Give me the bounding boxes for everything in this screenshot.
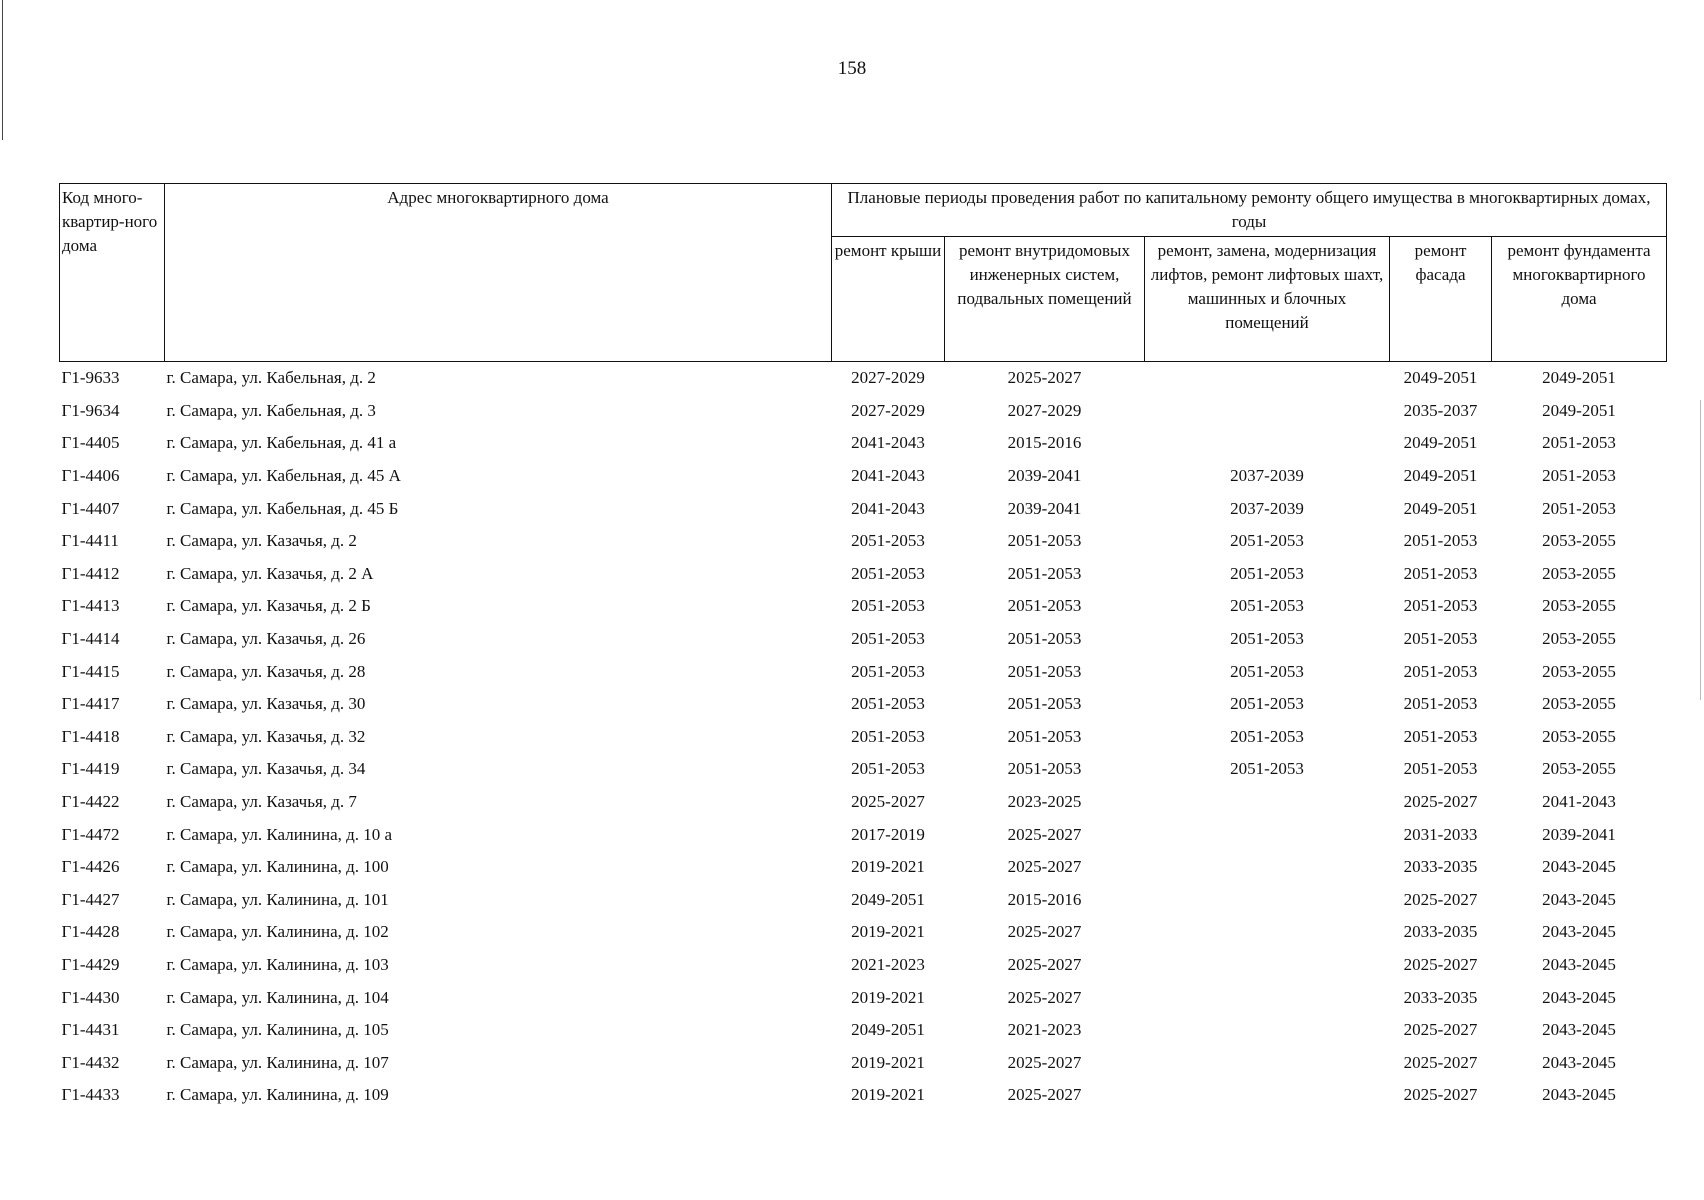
cell-foundation: 2043-2045 [1542,1020,1616,1040]
table-row [60,427,1667,460]
cell-lifts: 2051-2053 [1230,531,1304,551]
cell-code: Г1-4431 [61,1020,120,1040]
cell-foundation: 2053-2055 [1542,531,1616,551]
table-row [60,916,1667,949]
cell-foundation: 2053-2055 [1542,759,1616,779]
header-address: Адрес многоквартирного дома [165,184,832,362]
cell-code: Г1-4427 [61,889,120,909]
cell-roof: 2051-2053 [851,759,925,779]
table-row [60,721,1667,754]
table-row [60,590,1667,623]
cell-lifts: 2051-2053 [1230,726,1304,746]
cell-foundation: 2041-2043 [1542,792,1616,812]
cell-foundation: 2053-2055 [1542,661,1616,681]
cell-foundation: 2053-2055 [1542,629,1616,649]
header-lifts: ремонт, замена, модернизация лифтов, ремонт лифтовых шахт, машинных и блочных помещений [1145,237,1390,362]
cell-lifts [1145,818,1390,851]
cell-lifts: 2037-2039 [1230,498,1304,518]
cell-roof: 2027-2029 [851,368,925,388]
cell-lifts [1145,1046,1390,1079]
cell-facade: 2025-2027 [1403,954,1478,974]
cell-foundation: 2051-2053 [1542,466,1616,486]
cell-address: г. Самара, ул. Калинина, д. 102 [166,922,389,942]
cell-roof: 2041-2043 [851,498,925,518]
cell-code: Г1-4426 [61,857,120,877]
cell-roof: 2051-2053 [851,694,925,714]
table-row [60,884,1667,917]
cell-code: Г1-4418 [61,726,120,746]
table-row [60,688,1667,721]
cell-engineering: 2025-2027 [1007,1085,1082,1105]
cell-lifts: 2051-2053 [1230,759,1304,779]
cell-engineering: 2051-2053 [1007,629,1082,649]
cell-address: г. Самара, ул. Калинина, д. 109 [166,1085,389,1105]
cell-roof: 2021-2023 [851,954,925,974]
cell-foundation: 2051-2053 [1542,498,1616,518]
cell-address: г. Самара, ул. Кабельная, д. 45 А [166,466,401,486]
cell-roof: 2019-2021 [851,922,925,942]
cell-facade: 2051-2053 [1403,694,1478,714]
cell-facade: 2049-2051 [1403,433,1478,453]
table-row [60,460,1667,493]
cell-engineering: 2051-2053 [1007,726,1082,746]
table-row [60,1046,1667,1079]
cell-address: г. Самара, ул. Кабельная, д. 2 [166,368,376,388]
cell-code: Г1-4411 [61,531,119,551]
cell-roof: 2051-2053 [851,596,925,616]
cell-engineering: 2015-2016 [1007,433,1082,453]
cell-address: г. Самара, ул. Казачья, д. 32 [166,726,366,746]
cell-facade: 2025-2027 [1403,1085,1478,1105]
cell-roof: 2019-2021 [851,857,925,877]
cell-code: Г1-4419 [61,759,120,779]
cell-roof: 2019-2021 [851,1085,925,1105]
cell-code: Г1-4472 [61,824,120,844]
table-body [60,362,1667,1112]
cell-engineering: 2025-2027 [1007,857,1082,877]
cell-facade: 2049-2051 [1403,368,1478,388]
cell-roof: 2041-2043 [851,466,925,486]
cell-engineering: 2025-2027 [1007,922,1082,942]
cell-facade: 2051-2053 [1403,661,1478,681]
cell-facade: 2033-2035 [1403,922,1478,942]
cell-lifts [1145,395,1390,428]
cell-foundation: 2043-2045 [1542,857,1616,877]
cell-engineering: 2039-2041 [1007,498,1082,518]
capital-repair-table [59,183,1667,1112]
cell-address: г. Самара, ул. Казачья, д. 34 [166,759,366,779]
cell-facade: 2033-2035 [1403,987,1478,1007]
cell-facade: 2051-2053 [1403,563,1478,583]
cell-lifts [1145,884,1390,917]
cell-foundation: 2043-2045 [1542,889,1616,909]
cell-address: г. Самара, ул. Казачья, д. 7 [166,792,357,812]
cell-facade: 2051-2053 [1403,629,1478,649]
cell-code: Г1-4405 [61,433,120,453]
cell-foundation: 2053-2055 [1542,596,1616,616]
cell-foundation: 2039-2041 [1542,824,1616,844]
cell-engineering: 2025-2027 [1007,987,1082,1007]
scan-edge-right [1700,400,1701,700]
cell-facade: 2049-2051 [1403,498,1478,518]
cell-address: г. Самара, ул. Казачья, д. 2 А [166,563,374,583]
cell-lifts [1145,362,1390,395]
cell-roof: 2017-2019 [851,824,925,844]
cell-code: Г1-4414 [61,629,120,649]
cell-foundation: 2053-2055 [1542,694,1616,714]
cell-lifts [1145,981,1390,1014]
cell-facade: 2051-2053 [1403,759,1478,779]
cell-lifts: 2037-2039 [1230,466,1304,486]
cell-lifts [1145,1079,1390,1112]
cell-lifts: 2051-2053 [1230,563,1304,583]
cell-engineering: 2025-2027 [1007,954,1082,974]
cell-address: г. Самара, ул. Кабельная, д. 45 Б [166,498,399,518]
table-row [60,362,1667,395]
table-row [60,558,1667,591]
cell-roof: 2019-2021 [851,1052,925,1072]
cell-engineering: 2051-2053 [1007,563,1082,583]
header-roof: ремонт крыши [832,237,945,362]
cell-lifts: 2051-2053 [1230,694,1304,714]
cell-engineering: 2015-2016 [1007,889,1082,909]
cell-facade: 2051-2053 [1403,596,1478,616]
cell-roof: 2051-2053 [851,531,925,551]
cell-engineering: 2051-2053 [1007,694,1082,714]
cell-facade: 2051-2053 [1403,726,1478,746]
cell-code: Г1-4430 [61,987,120,1007]
header-periods: Плановые периоды проведения работ по капитальному ремонту общего имущества в многоквартирных домах, годы [832,184,1667,237]
cell-code: Г1-4422 [61,792,120,812]
cell-facade: 2025-2027 [1403,1052,1478,1072]
cell-engineering: 2051-2053 [1007,759,1082,779]
cell-lifts [1145,427,1390,460]
cell-address: г. Самара, ул. Казачья, д. 2 [166,531,357,551]
cell-roof: 2051-2053 [851,661,925,681]
cell-facade: 2025-2027 [1403,889,1478,909]
cell-code: Г1-4413 [61,596,120,616]
cell-roof: 2051-2053 [851,563,925,583]
cell-foundation: 2053-2055 [1542,563,1616,583]
cell-foundation: 2043-2045 [1542,987,1616,1007]
cell-address: г. Самара, ул. Кабельная, д. 3 [166,400,376,420]
cell-address: г. Самара, ул. Кабельная, д. 41 а [166,433,397,453]
cell-code: Г1-4415 [61,661,120,681]
cell-engineering: 2051-2053 [1007,661,1082,681]
cell-address: г. Самара, ул. Калинина, д. 107 [166,1052,389,1072]
cell-engineering: 2025-2027 [1007,368,1082,388]
header-facade: ремонт фасада [1390,237,1492,362]
table-row [60,1014,1667,1047]
cell-foundation: 2051-2053 [1542,433,1616,453]
table-row [60,395,1667,428]
cell-roof: 2049-2051 [851,1020,925,1040]
cell-code: Г1-4406 [61,466,120,486]
cell-foundation: 2049-2051 [1542,400,1616,420]
cell-address: г. Самара, ул. Казачья, д. 28 [166,661,366,681]
cell-code: Г1-4432 [61,1052,120,1072]
cell-lifts [1145,786,1390,819]
cell-roof: 2051-2053 [851,629,925,649]
cell-roof: 2049-2051 [851,889,925,909]
cell-foundation: 2043-2045 [1542,954,1616,974]
cell-lifts [1145,1014,1390,1047]
cell-address: г. Самара, ул. Калинина, д. 104 [166,987,389,1007]
cell-address: г. Самара, ул. Калинина, д. 10 а [166,824,393,844]
cell-engineering: 2025-2027 [1007,1052,1082,1072]
cell-facade: 2025-2027 [1403,792,1478,812]
cell-engineering: 2023-2025 [1007,792,1082,812]
cell-roof: 2027-2029 [851,400,925,420]
cell-lifts: 2051-2053 [1230,661,1304,681]
cell-code: Г1-4429 [61,954,120,974]
cell-address: г. Самара, ул. Калинина, д. 101 [166,889,389,909]
cell-engineering: 2051-2053 [1007,596,1082,616]
cell-roof: 2025-2027 [851,792,925,812]
page-number: 158 [837,58,867,79]
table-row [60,655,1667,688]
header-engineering: ремонт внутридомовых инженерных систем, подвальных помещений [945,237,1145,362]
cell-engineering: 2039-2041 [1007,466,1082,486]
header-foundation: ремонт фундамента многоквартирного дома [1492,237,1667,362]
cell-facade: 2033-2035 [1403,857,1478,877]
table-row [60,818,1667,851]
cell-engineering: 2051-2053 [1007,531,1082,551]
table-row [60,851,1667,884]
cell-address: г. Самара, ул. Калинина, д. 100 [166,857,389,877]
cell-code: Г1-4407 [61,498,120,518]
cell-engineering: 2025-2027 [1007,824,1082,844]
cell-code: Г1-4412 [61,563,120,583]
cell-foundation: 2049-2051 [1542,368,1616,388]
cell-facade: 2051-2053 [1403,531,1478,551]
cell-lifts [1145,916,1390,949]
cell-address: г. Самара, ул. Казачья, д. 30 [166,694,366,714]
cell-code: Г1-9634 [61,400,120,420]
cell-code: Г1-4417 [61,694,120,714]
cell-foundation: 2043-2045 [1542,1052,1616,1072]
header-code: Код много-квартир-ного дома [60,184,165,362]
cell-foundation: 2053-2055 [1542,726,1616,746]
table-row [60,981,1667,1014]
table-row [60,753,1667,786]
cell-roof: 2051-2053 [851,726,925,746]
cell-address: г. Самара, ул. Калинина, д. 105 [166,1020,389,1040]
cell-code: Г1-4428 [61,922,120,942]
table-row [60,949,1667,982]
cell-lifts [1145,949,1390,982]
cell-roof: 2019-2021 [851,987,925,1007]
table-row [60,623,1667,656]
table-row [60,786,1667,819]
cell-engineering: 2027-2029 [1007,400,1082,420]
cell-facade: 2035-2037 [1403,400,1478,420]
cell-code: Г1-4433 [61,1085,120,1105]
table-row [60,492,1667,525]
cell-facade: 2031-2033 [1403,824,1478,844]
table-row [60,525,1667,558]
cell-address: г. Самара, ул. Калинина, д. 103 [166,954,389,974]
cell-lifts: 2051-2053 [1230,629,1304,649]
cell-lifts [1145,851,1390,884]
cell-foundation: 2043-2045 [1542,1085,1616,1105]
cell-facade: 2049-2051 [1403,466,1478,486]
table-header [60,184,1667,362]
cell-facade: 2025-2027 [1403,1020,1478,1040]
cell-address: г. Самара, ул. Казачья, д. 2 Б [166,596,371,616]
cell-lifts: 2051-2053 [1230,596,1304,616]
cell-address: г. Самара, ул. Казачья, д. 26 [166,629,366,649]
cell-engineering: 2021-2023 [1007,1020,1082,1040]
cell-foundation: 2043-2045 [1542,922,1616,942]
table-row [60,1079,1667,1112]
cell-code: Г1-9633 [61,368,120,388]
cell-roof: 2041-2043 [851,433,925,453]
